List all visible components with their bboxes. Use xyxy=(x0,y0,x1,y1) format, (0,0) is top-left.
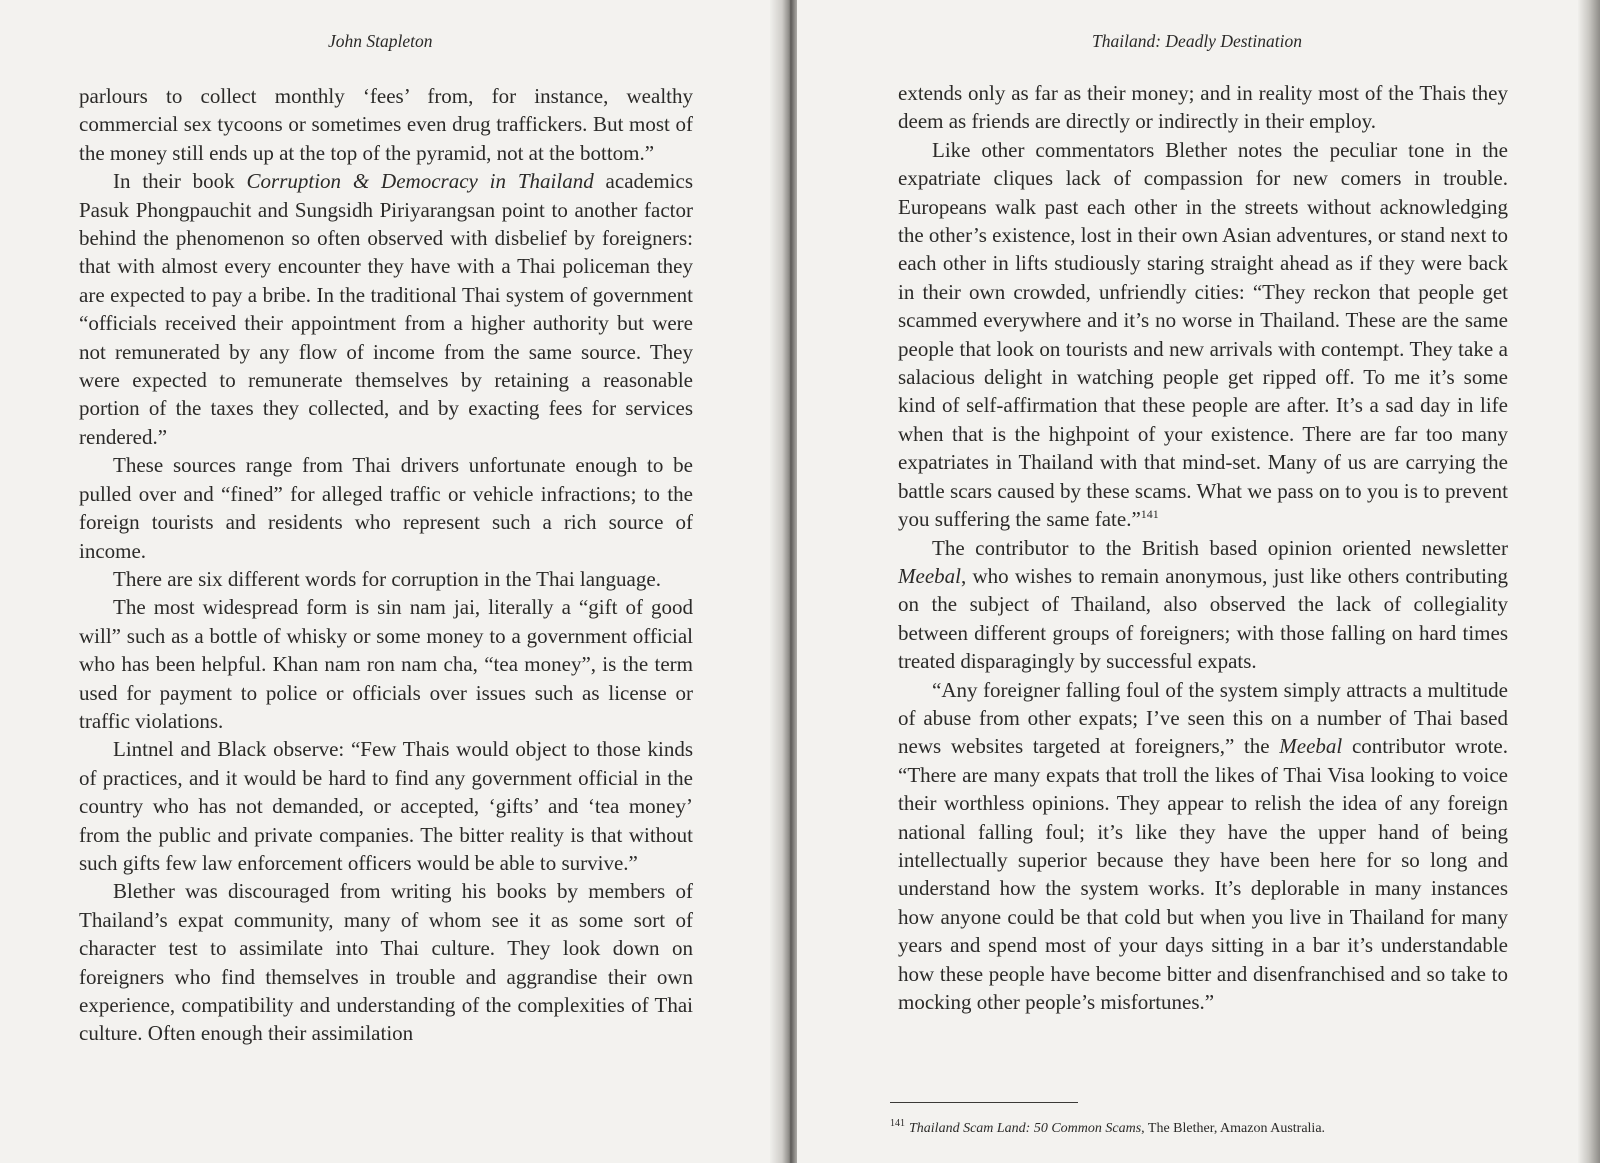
paragraph: “Any foreigner falling foul of the system simply attracts a multitude of abuse from other expats; I’ve seen this on a number of Thai based news websites targeted at foreigners,” the Meebal contributor wrote. “There are many expats that troll the likes of Thai Visa looking to voice their worthless opinions. They appear to relish the idea of any foreign national falling foul; it’s like they have the upper hand of being intellectually superior because they have been here for so long and understand how the system works. It’s deplorable in many instances how anyone could be that cold but when you live in Thailand for many years and spend most of your days sitting in a bar it’s understandable how these people have become bitter and disenfranchised and so take to mocking other people’s misfortunes.” xyxy=(898,677,1509,1014)
page-edge xyxy=(1578,0,1600,1163)
paragraph: Lintnel and Black observe: “Few Thais would object to those kinds of practices, and it would be hard to find any government official in the country who has not demanded, or accepted, ‘gifts’ and ‘tea money’ from the public and private companies. The bitter reality is that without such gifts few law enforcement officers would be able to survive.” xyxy=(79,737,693,875)
footnote-title: Thailand Scam Land: 50 Common Scams xyxy=(909,1121,1142,1136)
book-title: Corruption & Democracy in Thailand xyxy=(246,169,594,194)
paragraph: Blether was discouraged from writing his books by members of Thailand’s expat community, many of whom see it as some sort of character test to assimilate into Thai culture. They look down on foreigners who find themselves in trouble and aggrandise their own experience, compatibility and understanding of the complexities of Thai culture. Often enough their assimilation xyxy=(79,879,693,1046)
paragraph: In their book Corruption & Democracy in Thailand academics Pasuk Phongpauchit and Sungsidh Piriyarangsan point to another factor behind the phenomenon so often observed with disbelief by foreigners: that with almost every encounter they have with a Thai policeman they are expected to pay a bribe. In the traditional Thai system of government “officials received their appointment from a higher authority but were not remunerated by any flow of income from the same source. They were expected to remunerate themselves by retaining a reasonable portion of the taxes they collected, and by exacting fees for services rendered.” xyxy=(79,169,694,449)
running-head-title: Thailand: Deadly Destination xyxy=(1092,31,1302,51)
running-head-author: John Stapleton xyxy=(328,31,433,51)
newsletter-name: Meebal xyxy=(1279,734,1343,759)
paragraph: parlours to collect monthly ‘fees’ from, for instance, wealthy commercial sex tycoons or sometimes even drug traffickers. But most of the money still ends up at the top of the pyramid, not at the bottom.” xyxy=(79,84,693,165)
footnote-mark: 141 xyxy=(890,1118,905,1130)
right-page-body xyxy=(898,79,1508,1016)
paragraph: These sources range from Thai drivers unfortunate enough to be pulled over and “fined” for alleged traffic or vehicle infractions; to the foreign tourists and residents who represent such a rich source of income. xyxy=(79,453,693,563)
paragraph: extends only as far as their money; and in reality most of the Thais they deem as friends are directly or indirectly in their employ. xyxy=(898,81,1508,134)
paragraph: The most widespread form is sin nam jai, literally a “gift of good will” such as a bottle of whisky or some money to a government official who has been helpful. Khan nam ron nam cha, “tea money”, is the term used for payment to police or officials over issues such as license or traffic violations. xyxy=(79,595,693,733)
paragraph: The contributor to the British based opinion oriented newsletter Meebal, who wishes to remain anonymous, just like others contributing on the subject of Thailand, also observed the lack of collegiality between different groups of foreigners; with those falling on hard times treated disparagingly by successful expats. xyxy=(898,535,1508,674)
footnote-rule xyxy=(890,1102,1078,1103)
left-page xyxy=(0,0,785,1163)
footnote-source: , The Blether, Amazon Australia. xyxy=(1141,1121,1326,1136)
paragraph: There are six different words for corruption in the Thai language. xyxy=(113,566,661,591)
newsletter-name: Meebal xyxy=(898,563,961,588)
paragraph: Like other commentators Blether notes the peculiar tone in the expatriate cliques lack of compassion for new comers in trouble. Europeans walk past each other in the streets without acknowledging the other’s existence, lost in their own Asian adventures, or stand next to each other in lifts studiously staring straight ahead as if they were back in their own crowded, unfriendly cities: “They reckon that people get scammed everywhere and it’s no worse in Thailand. These are the same people that look on tourists and new arrivals with contempt. They take a salacious delight in watching people get ripped off. To me it’s some kind of self-affirmation that these people are after. It’s a sad day in life when that is the highpoint of your existence. There are far too many expatriates in Thailand with that mind-set. Many of us are carrying the battle scars caused by these scams. What we pass on to you is to prevent you suffering the same fate.”$^{141}$ xyxy=(898,137,1508,532)
left-page-body xyxy=(79,82,693,1048)
footnote xyxy=(890,1118,1326,1137)
right-page xyxy=(797,0,1600,1163)
footnote-reference: 141 xyxy=(1140,507,1159,522)
